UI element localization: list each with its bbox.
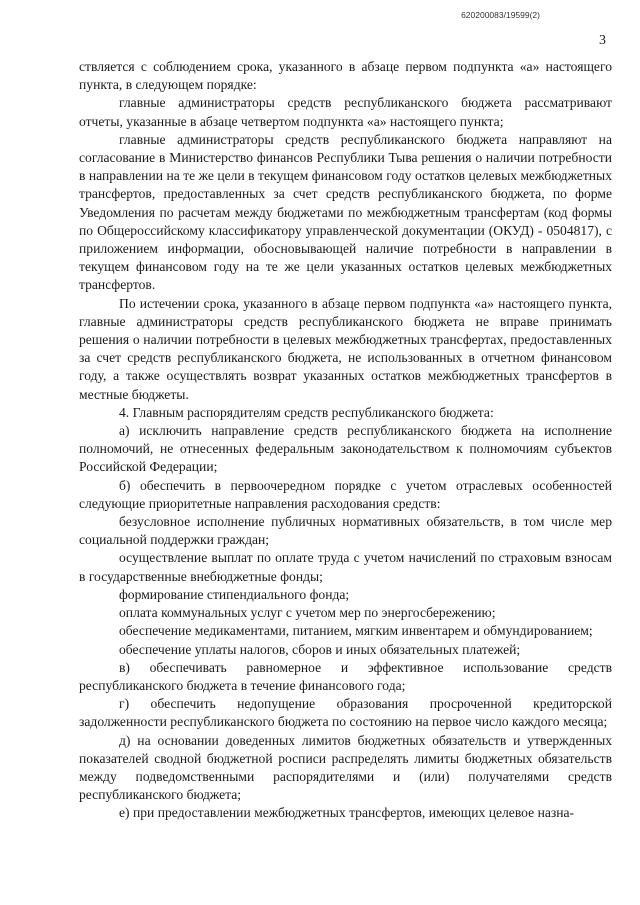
paragraph: формирование стипендиального фонда; bbox=[119, 586, 350, 602]
paragraph: оплата коммунальных услуг с учетом мер по энергосбережению; bbox=[119, 605, 496, 621]
paragraph: е) при предоставлении межбюджетных трансфертов, имеющих целевое назна- bbox=[119, 805, 575, 821]
paragraph: обеспечение уплаты налогов, сборов и иных обязательных платежей; bbox=[119, 641, 521, 657]
paragraph: а) исключить направление средств республиканского бюджета на исполнение полномочий, не отнесенных федеральным законодательством к полномочиям субъектов Российской Федерации; bbox=[79, 423, 612, 475]
paragraph: б) обеспечить в первоочередном порядке с учетом отраслевых особенностей следующие приоритетные направления расходования средств: bbox=[79, 477, 612, 511]
paragraph: По истечении срока, указанного в абзаце первом подпункта «а» настоящего пункта, главные администраторы средств республиканского бюджета не вправе принимать решения о наличии потребности в целевых межбюджетных трансфертах, предоставленных за счет средств республиканского бюджета, не использованных в отчетном финансовом году, а также осуществлять возврат указанных остатков межбюджетных трансфертов в местные бюджеты. bbox=[79, 295, 612, 402]
document-body bbox=[79, 58, 612, 823]
document-id: 620200083/19599(2) bbox=[461, 10, 540, 20]
paragraph: д) на основании доведенных лимитов бюджетных обязательств и утвержденных показателей сводной бюджетной росписи распределять лимиты бюджетных обязательств между подведомственными распорядителями и (или) получателями средств республиканского бюджета; bbox=[79, 732, 612, 803]
paragraph: безусловное исполнение публичных нормативных обязательств, в том числе мер социальной поддержки граждан; bbox=[79, 514, 612, 548]
paragraph: главные администраторы средств республиканского бюджета направляют на согласование в Министерство финансов Республики Тыва решения о наличии потребности в направлении на те же цели в текущем финансовом году остатков целевых межбюджетных трансфертов, предоставленных за счет средств республиканского бюджета, по форме Уведомления по расчетам между бюджетами по межбюджетным трансфертам (код формы по Общероссийскому классификатору управленческой документации (ОКУД) - 0504817), с приложением информации, обосновывающей наличие потребности в направлении в текущем финансовом году на те же цели указанных остатков целевых межбюджетных трансфертов. bbox=[79, 131, 612, 293]
paragraph: осуществление выплат по оплате труда с учетом начислений по страховым взносам в государственные внебюджетные фонды; bbox=[79, 550, 612, 584]
paragraph: главные администраторы средств республиканского бюджета рассматривают отчеты, указанные в абзаце четвертом подпункта «а» настоящего пункта; bbox=[79, 95, 612, 129]
paragraph-continuation: ствляется с соблюдением срока, указанного в абзаце первом подпункта «а» настоящего пункта, в следующем порядке: bbox=[79, 59, 612, 93]
paragraph: в) обеспечивать равномерное и эффективное использование средств республиканского бюджета в течение финансового года; bbox=[79, 659, 612, 693]
paragraph: обеспечение медикаментами, питанием, мягким инвентарем и обмундированием; bbox=[119, 623, 593, 639]
page-number: 3 bbox=[599, 33, 606, 48]
paragraph: г) обеспечить недопущение образования просроченной кредиторской задолженности республиканского бюджета по состоянию на первое число каждого месяца; bbox=[79, 696, 612, 730]
paragraph: 4. Главным распорядителям средств республиканского бюджета: bbox=[119, 404, 494, 420]
